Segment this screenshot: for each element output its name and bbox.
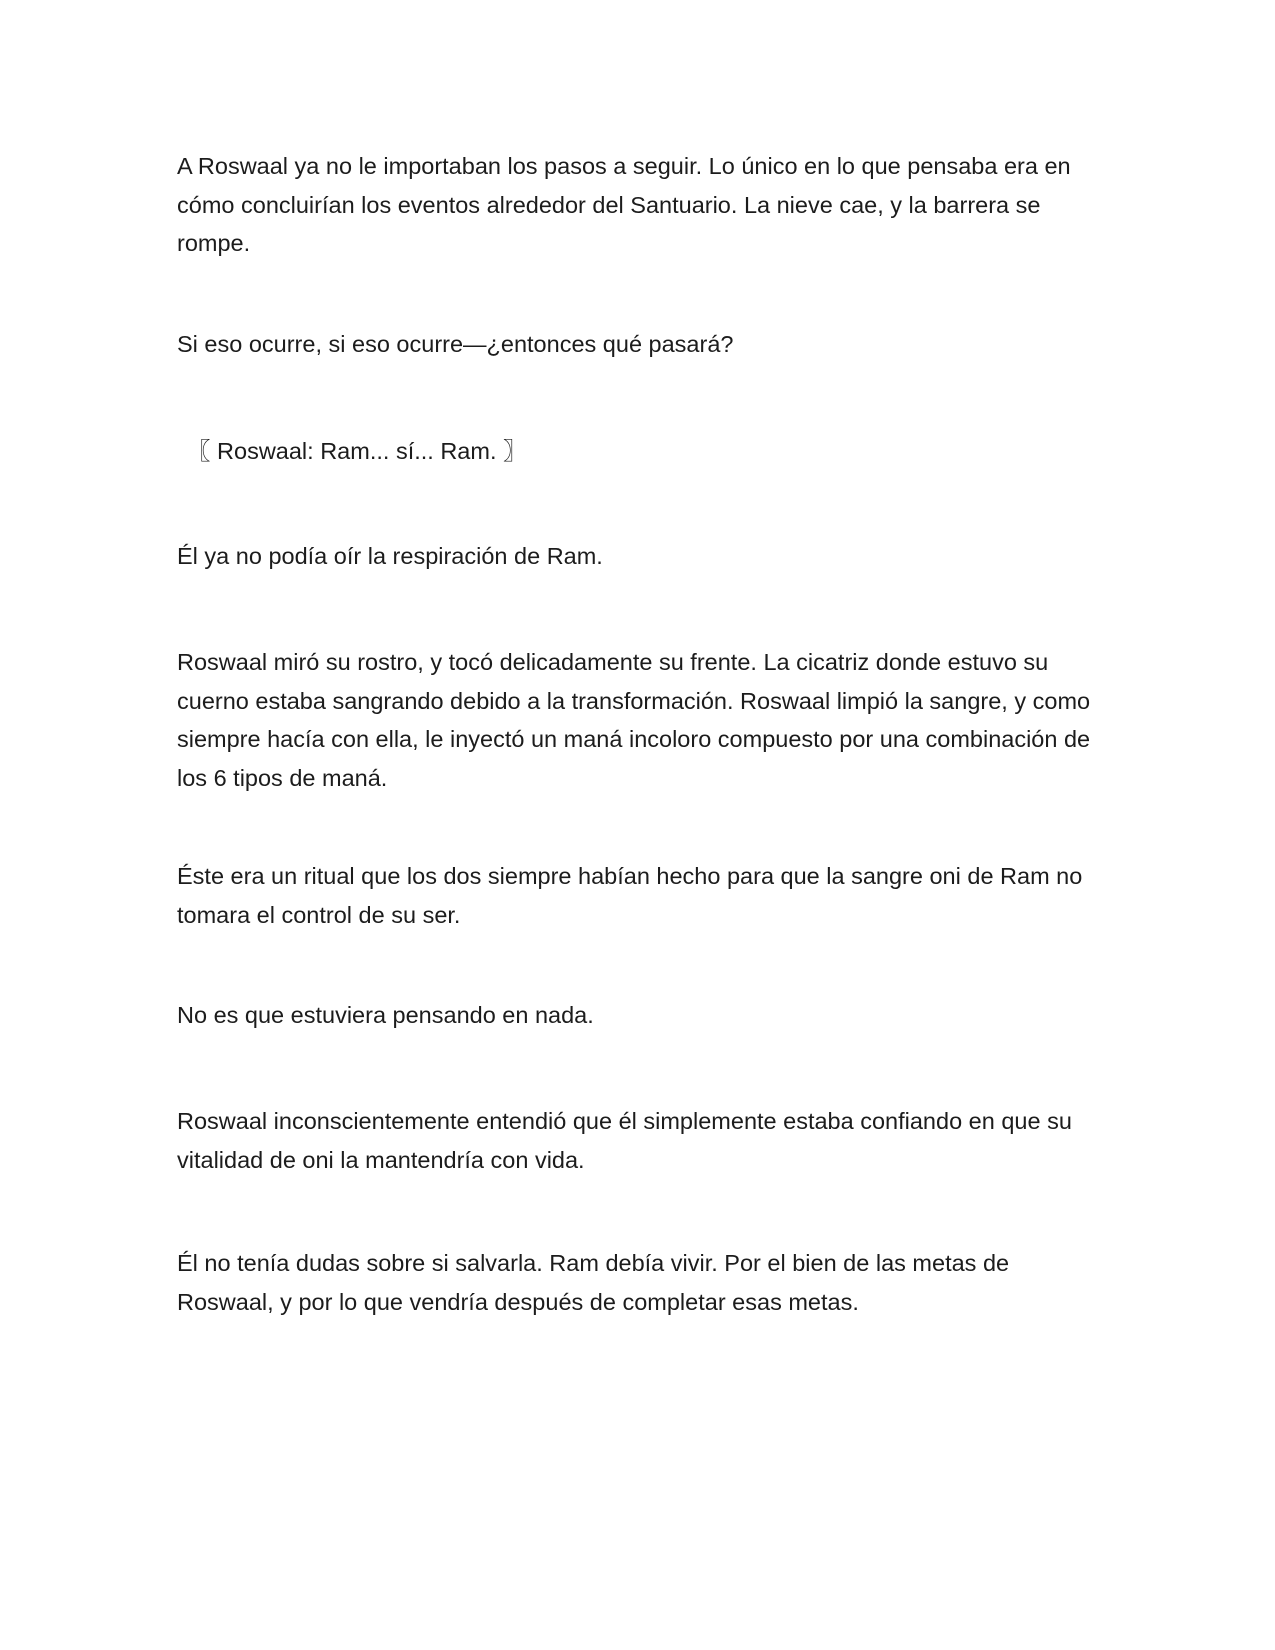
paragraph-not-thinking: No es que estuviera pensando en nada. — [177, 1002, 594, 1028]
paragraph-ritual: Éste era un ritual que los dos siempre habían hecho para que la sangre oni de Ram no tomara el control de su ser. — [177, 863, 1083, 928]
paragraph-no-doubts: Él no tenía dudas sobre si salvarla. Ram debía vivir. Por el bien de las metas de Roswaal, y por lo que vendría después de completar esas metas. — [177, 1250, 1010, 1315]
paragraph-breathing: Él ya no podía oír la respiración de Ram. — [177, 543, 603, 569]
paragraph-roswaal-steps: A Roswaal ya no le importaban los pasos a seguir. Lo único en lo que pensaba era en cómo concluirían los eventos alrededor del Santuario. La nieve cae, y la barrera se rompe. — [177, 153, 1071, 256]
paragraph-vitality: Roswaal inconscientemente entendió que él simplemente estaba confiando en que su vitalidad de oni la mantendría con vida. — [177, 1108, 1072, 1173]
dialogue-line: 〖 Roswaal: Ram... sí... Ram. 〗 — [187, 438, 527, 464]
paragraph-scar: Roswaal miró su rostro, y tocó delicadamente su frente. La cicatriz donde estuvo su cuerno estaba sangrando debido a la transformación. Roswaal limpió la sangre, y como siempre hacía con ella, le inyectó un maná incoloro compuesto por una combinación de los 6 tipos de maná. — [177, 649, 1091, 791]
paragraph-question: Si eso ocurre, si eso ocurre—¿entonces qué pasará? — [177, 331, 734, 357]
